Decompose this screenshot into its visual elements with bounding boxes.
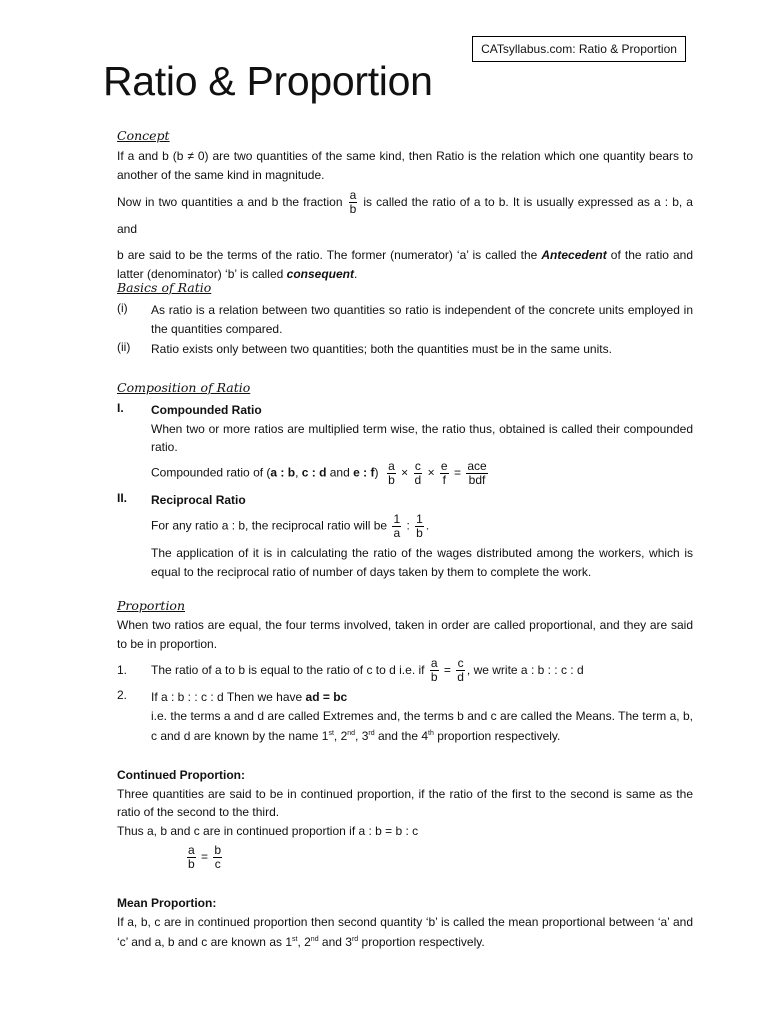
compounded-ratio-title: Compounded Ratio xyxy=(151,403,262,417)
composition-heading: Composition of Ratio xyxy=(117,380,251,395)
header-tag: CATsyllabus.com: Ratio & Proportion xyxy=(472,36,686,62)
proportion-item-2: 2. If a : b : : c : d Then we have ad = bc i.e. the terms a and d are called Extremes and, the terms b and c are called the Means. The term a, b, c and d are known by the name 1st, 2nd, 3rd and the 4th proportion respectively. xyxy=(117,688,693,744)
continued-heading: Continued Proportion: xyxy=(117,768,245,782)
concept-section xyxy=(117,128,693,283)
antecedent-term: Antecedent xyxy=(541,248,607,263)
concept-heading: Concept xyxy=(117,128,170,143)
basics-section xyxy=(117,280,693,359)
concept-terms-paragraph: b are said to be the terms of the ratio. The former (numerator) ‘a’ is called the Antecedent of the ratio and latter (denominator) ‘b’ is called consequent. xyxy=(117,248,694,281)
consequent-term: consequent xyxy=(286,266,354,281)
reciprocal-ratio-title: Reciprocal Ratio xyxy=(151,492,246,507)
proportion-heading: Proportion xyxy=(117,598,186,613)
composition-section xyxy=(117,380,693,581)
mean-heading: Mean Proportion: xyxy=(117,896,217,910)
continued-formula: $\frac{a}{b}$ = $\frac{b}{c}$ xyxy=(188,843,222,871)
basics-heading: Basics of Ratio xyxy=(117,280,212,295)
mean-section: Mean Proportion: If a, b, c are in continued proportion then second quantity ‘b’ is called the mean proportional between ‘a’ and ‘c’ and a, b and c are known as 1st, 2nd and 3rd proportion respectively. xyxy=(117,896,693,949)
continued-section: Continued Proportion: Three quantities are said to be in continued proportion, if the ratio of the first to the second is same as the ratio of the second to the third. Thus a, b and c are in continued proportion if a : b = b : c $\frac{a}{b}$ = $\frac{b}{c}$ xyxy=(117,768,693,871)
proportion-section: Proportion When two ratios are equal, the four terms involved, taken in order are called proportional, and they are said to be in proportion. 1. The ratio of a to b is equal to the ratio of c to d i.e. if $\frac{a}{b}$ = $\frac{c}{d}$ , we write a : b : : c : d 2. If a : b : : c : d Then we have ad = bc i.e. the terms a and d are called Extremes and, the terms b and c are called the Means. The term a, b, c and d are known by the name 1st, 2nd, 3rd and the 4th proportion respectively. xyxy=(117,598,693,746)
compounded-formula: Compounded ratio of (a : b, c : d and e : f) $\frac{a}{b}$ × $\frac{c}{d}$ × $\frac{e}{f}$ = $\frac{\text{ace}}{\text{bdf}}$ xyxy=(151,458,487,487)
proportion-item-1: 1. The ratio of a to b is equal to the ratio of c to d i.e. if $\frac{a}{b}$ = $\frac{c}{d}$ , we write a : b : : c : d xyxy=(117,656,584,685)
concept-fraction-paragraph: Now in two quantities a and b the fraction $\frac{a}{b}$ is called the ratio of a to b. It is usually expressed as a : b, a and xyxy=(117,188,693,237)
reciprocal-formula: For any ratio a : b, the reciprocal ratio will be $\frac{1}{a}$ : $\frac{1}{b}$ . xyxy=(151,512,430,540)
page-title: Ratio & Proportion xyxy=(103,58,433,104)
basics-item-1: (i) As ratio is a relation between two quantities so ratio is independent of the concrete units employed in the quantities compared. xyxy=(117,301,693,336)
basics-item-2: (ii) Ratio exists only between two quantities; both the quantities must be in the same units. xyxy=(117,340,612,356)
concept-definition: If a and b (b ≠ 0) are two quantities of the same kind, then Ratio is the relation which one quantity bears to another of the same kind in magnitude. xyxy=(117,149,693,182)
compounded-ratio: I. Compounded Ratio When two or more ratios are multiplied term wise, the ratio thus, obtained is called their compounded ratio. Compounded ratio of (a : b, c : d and e : f) $\frac{a}{b}$ × $\frac{c}{d}$ × $\frac{e}{f}$ = $\frac{\text{ace}}{\text{bdf}}$ xyxy=(117,401,693,487)
fraction-a-b: $\frac{a}{b}$ xyxy=(349,188,357,217)
reciprocal-ratio: II. Reciprocal Ratio For any ratio a : b, the reciprocal ratio will be $\frac{1}{a}$ : $\frac{1}{b}$ . The application of it is in calculating the ratio of the wages distributed among the workers, which is equal to the reciprocal ratio of number of days taken by them to complete the work. xyxy=(117,490,693,579)
